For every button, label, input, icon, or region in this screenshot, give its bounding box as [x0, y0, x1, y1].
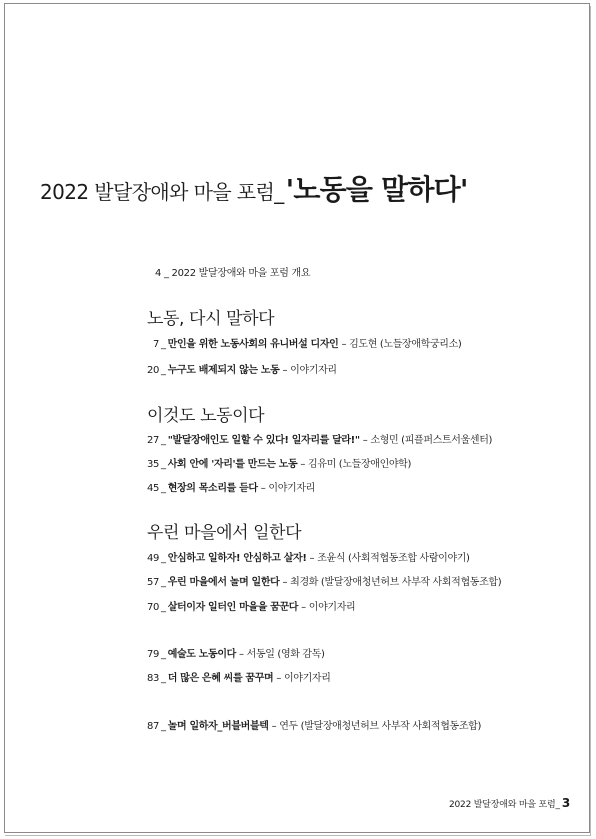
entry-page: 49 — [147, 553, 160, 564]
toc-entry: 45 _ 현장의 목소리를 듣다 – 이야기자리 — [147, 483, 315, 494]
entry-page: 79 — [147, 649, 160, 660]
entry-title: 현장의 목소리를 듣다 — [167, 483, 258, 494]
footer-text: 2022 발달장애와 마을 포럼_ — [449, 800, 560, 810]
entry-page: 27 — [147, 435, 160, 446]
section-heading-3: 우린 마을에서 일한다 — [147, 523, 302, 543]
entry-author: 이야기자리 — [290, 365, 337, 376]
section-heading-1: 노동, 다시 말하다 — [147, 309, 275, 329]
entry-title: 사회 안에 '자리'를 만드는 노동 — [167, 459, 298, 470]
entry-title: 예술도 노동이다 — [167, 649, 236, 660]
toc-entry: 7 _ 만인을 위한 노동사회의 유니버설 디자인 – 김도현 (노들장애학궁리소) — [147, 335, 461, 350]
entry-page: 83 — [147, 673, 160, 684]
page-border — [4, 3, 590, 833]
entry-author: 최경화 (발달장애청년허브 사부작 사회적협동조합) — [290, 577, 502, 588]
toc-entry: 35 _ 사회 안에 '자리'를 만드는 노동 – 김유미 (노들장애인야학) — [147, 459, 412, 470]
entry-page: 35 — [147, 459, 160, 470]
entry-page: 57 — [147, 577, 160, 588]
footer-page-number: 3 — [561, 796, 570, 810]
entry-title: 누구도 배제되지 않는 노동 — [167, 365, 280, 376]
entry-author: 이야기자리 — [268, 483, 315, 494]
toc-entry: 87 _ 놀며 일하자_버블버블텍 – 연두 (발달장애청년허브 사부작 사회적협동조합) — [147, 721, 482, 732]
entry-title: 놀며 일하자_버블버블텍 — [167, 721, 269, 732]
toc-entry: 49 _ 안심하고 일하자! 안심하고 살자! – 조윤식 (사회적협동조합 사람이야기) — [147, 553, 470, 564]
entry-page: 45 — [147, 483, 160, 494]
intro-entry: 4 _ 2022 발달장애와 마을 포럼 개요 — [155, 268, 311, 279]
title-prefix: 2022 발달장애와 마을 포럼_ — [40, 180, 284, 204]
entry-author: 김유미 (노들장애인야학) — [308, 459, 412, 470]
toc-entry: 57 _ 우린 마을에서 놀며 일한다 – 최경화 (발달장애청년허브 사부작 사회적협동조합) — [147, 577, 502, 588]
entry-title: 안심하고 일하자! 안심하고 살자! — [167, 553, 307, 564]
entry-title: 더 많은 은혜 씨를 꿈꾸며 — [167, 673, 274, 684]
title-quoted: '노동을 말하다' — [285, 173, 468, 206]
toc-entry: 70 _ 살터이자 일터인 마을을 꿈꾼다 – 이야기자리 — [147, 602, 356, 613]
entry-author: 이야기자리 — [308, 602, 356, 613]
toc-entry: 83 _ 더 많은 은혜 씨를 꿈꾸며 – 이야기자리 — [147, 673, 331, 684]
entry-title: 살터이자 일터인 마을을 꿈꾼다 — [167, 602, 299, 613]
entry-author: 연두 (발달장애청년허브 사부작 사회적협동조합) — [279, 721, 482, 732]
section-heading-2: 이것도 노동이다 — [147, 406, 265, 426]
entry-page: 7 — [152, 339, 159, 350]
entry-author: 서동일 (영화 감독) — [246, 649, 325, 660]
entry-page: 87 — [147, 721, 160, 732]
entry-author: 김도현 (노들장애학궁리소) — [349, 339, 462, 350]
page-footer — [449, 796, 570, 810]
entry-author: 이야기자리 — [283, 673, 331, 684]
entry-page: 70 — [147, 602, 160, 613]
entry-page: 20 — [147, 365, 160, 376]
entry-title: 만인을 위한 노동사회의 유니버설 디자인 — [167, 339, 339, 350]
toc-entry: 27 _ "발달장애인도 일할 수 있다! 일자리를 달라!" – 소형민 (피플퍼스트서울센터) — [147, 435, 493, 446]
toc-entry: 20 _ 누구도 배제되지 않는 노동 – 이야기자리 — [147, 365, 337, 376]
entry-title: "발달장애인도 일할 수 있다! 일자리를 달라!" — [167, 435, 360, 446]
entry-title: 우린 마을에서 놀며 일한다 — [167, 577, 280, 588]
page-title — [40, 168, 468, 208]
entry-author: 조윤식 (사회적협동조합 사람이야기) — [317, 553, 470, 564]
toc-entry: 79 _ 예술도 노동이다 – 서동일 (영화 감독) — [147, 649, 325, 660]
entry-author: 소형민 (피플퍼스트서울센터) — [370, 435, 493, 446]
